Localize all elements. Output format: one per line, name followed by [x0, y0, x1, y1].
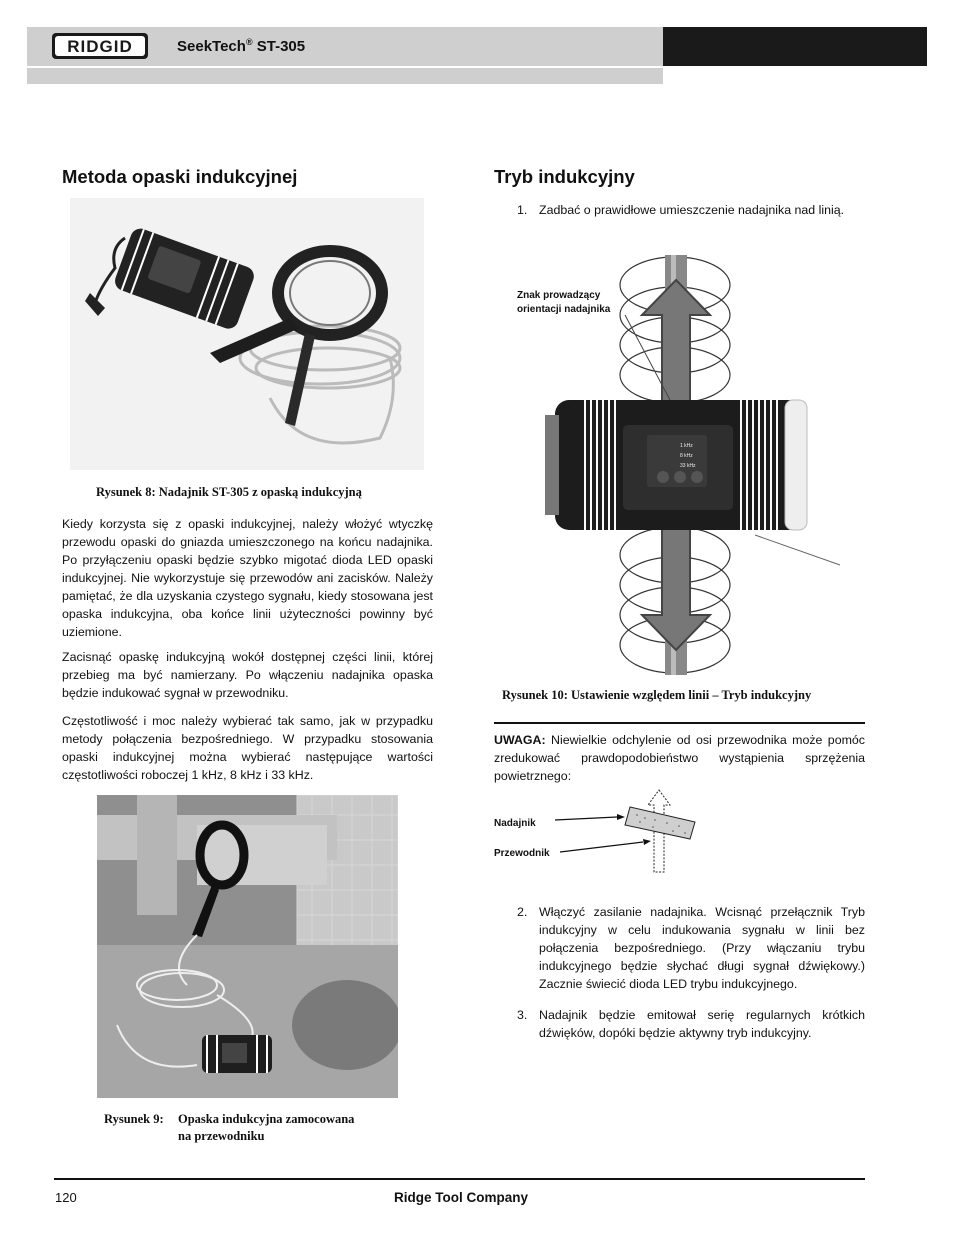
header-divider	[27, 66, 663, 68]
step-2-text: Włączyć zasilanie nadajnika. Wcisnąć przełącznik Tryb indukcyjny w celu indukowania sygnału w linii bez połączenia bezpośredniego. (Przy włączaniu trybu indukcyjnego będzie słychać długi sygnał dźwiękowy.) Zacznie świecić dioda LED trybu indukcyjnego.	[539, 905, 865, 991]
figure9-caption-line1: Opaska indukcyjna zamocowana	[178, 1112, 355, 1126]
note-divider	[494, 722, 865, 724]
step-2-number: 2.	[517, 905, 528, 919]
panel-label-3: 33 kHz	[680, 463, 696, 469]
figure10-callout	[517, 289, 610, 317]
panel-label-2: 8 kHz	[680, 453, 693, 459]
figure9-image	[97, 795, 398, 1098]
figure8-caption: Rysunek 8: Nadajnik ST-305 z opaską indukcyjną	[96, 485, 362, 499]
note-text: Niewielkie odchylenie od osi przewodnika może pomóc zredukować prawdopodobieństwo wystąpienia sprzężenia powietrznego:	[494, 733, 865, 783]
panel-label-1: 1 kHz	[680, 443, 693, 449]
figure8-image	[70, 198, 424, 470]
step-3-text: Nadajnik będzie emitował serię regularnych krótkich dźwięków, dopóki będzie aktywny tryb indukcyjny.	[539, 1008, 865, 1040]
figure10-image	[515, 255, 845, 675]
diagram-label-conductor: Przewodnik	[494, 848, 550, 859]
section-heading-induction-mode: Tryb indukcyjny	[494, 166, 635, 187]
figure9-caption-line2: na przewodniku	[178, 1129, 265, 1143]
figure10-caption: Rysunek 10: Ustawienie względem linii – Tryb indukcyjny	[502, 688, 812, 702]
footer-rule	[54, 1178, 865, 1180]
note-label: UWAGA:	[494, 733, 546, 747]
section-heading-induction-clamp: Metoda opaski indukcyjnej	[62, 166, 298, 187]
left-paragraph-3: Częstotliwość i moc należy wybierać tak samo, jak w przypadku metody połączenia bezpośredniego. W przypadku stosowania opaski indukcyjnej można wybierać następujące wartości częstotliwości roboczej 1 kHz, 8 kHz i 33 kHz.	[62, 714, 433, 782]
logo-text: RIDGID	[67, 37, 133, 56]
footer-company: Ridge Tool Company	[394, 1190, 528, 1205]
left-paragraph-2: Zacisnąć opaskę indukcyjną wokół dostępnej części linii, której przebieg ma być namierzany. Po włączeniu nadajnika opaska będzie indukować sygnał w przewodniku.	[62, 650, 433, 700]
note-paragraph	[494, 731, 865, 785]
page-number: 120	[55, 1190, 77, 1205]
figure9-caption-label: Rysunek 9:	[104, 1112, 164, 1126]
step-1-text: Zadbać o prawidłowe umieszczenie nadajnika nad linią.	[539, 203, 845, 217]
orientation-diagram	[555, 787, 705, 877]
step-1-number: 1.	[517, 203, 528, 217]
figure10-callout-line1: Znak prowadzący	[517, 290, 601, 301]
left-paragraph-1: Kiedy korzysta się z opaski indukcyjnej, należy włożyć wtyczkę przewodu opaski do gniazda umieszczonego na końcu nadajnika. Po przyłączeniu opaski będzie szybko migotać dioda LED opaski indukcyjnej. Nie wykorzystuje się przewodów ani zacisków. Należy pamiętać, że dla uzyskania czystego sygnału, kiedy stosowana jest opaska indukcyjna, oba końce linii użyteczności powinny być uziemione.	[62, 517, 433, 639]
ridgid-logo	[52, 33, 148, 59]
header-black-block	[663, 27, 927, 66]
figure10-callout-line2: orientacji nadajnika	[517, 304, 611, 315]
figure9-caption	[104, 1111, 355, 1143]
step-3-number: 3.	[517, 1008, 528, 1022]
product-title: SeekTech® ST-305	[177, 37, 306, 55]
diagram-label-transmitter: Nadajnik	[494, 818, 536, 829]
